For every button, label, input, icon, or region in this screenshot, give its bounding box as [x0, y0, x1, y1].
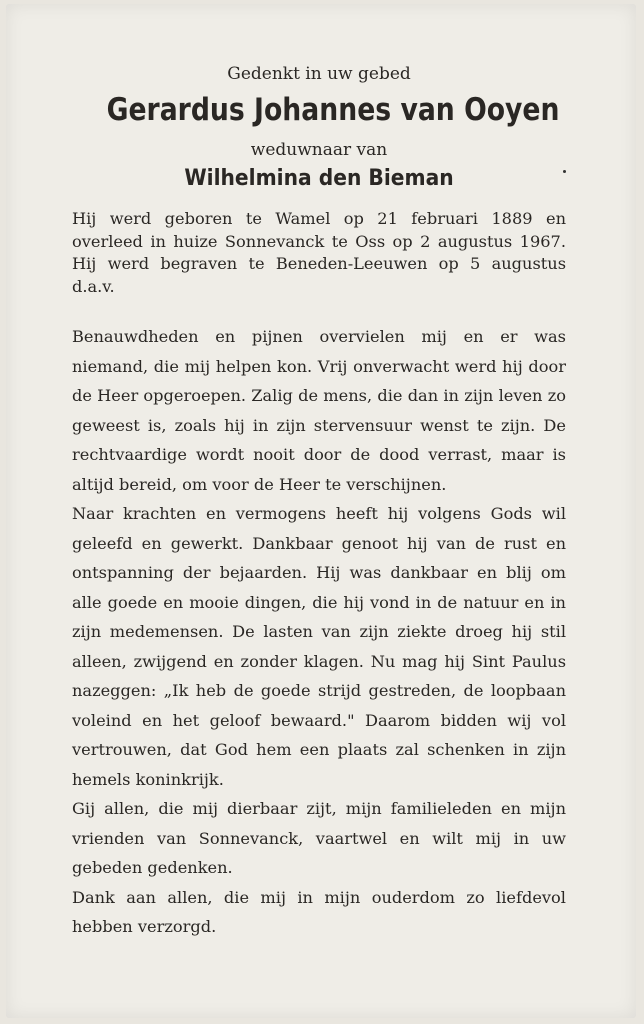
paragraph-2: Naar krachten en vermogens heeft hij volgens Gods wil geleefd en gewerkt. Dankbaar genoot hij van de rust en ontspanning der bejaarden. Hij was dankbaar en blij om alle goede en mooie dingen, die hij vond in de natuur en in zijn medemensen. De lasten van zijn ziekte droeg hij stil alleen, zwijgend en zonder klagen. Nu mag hij Sint Paulus nazeggen: „Ik heb de goede strijd gestreden, de loopbaan voleind en het geloof bewaard." Daarom bidden wij vol vertrouwen, dat God hem een plaats zal schenken in zijn hemels koninkrijk.: [72, 504, 566, 789]
memorial-text: [72, 322, 566, 942]
paragraph-4: Dank aan allen, die mij in mijn ouderdom zo liefdevol hebben verzorgd.: [72, 887, 566, 937]
deceased-name: Gerardus Johannes van Ooyen: [106, 92, 560, 128]
paragraph-3: Gij allen, die mij dierbaar zijt, mijn familieleden en mijn vrienden van Sonnevanck, vaartwel en wilt mij in uw gebeden gedenken.: [72, 799, 566, 878]
spouse-name: Wilhelmina den Bieman: [184, 166, 454, 191]
life-facts: Hij werd geboren te Wamel op 21 februari 1889 en overleed in huize Sonnevanck te Oss op 2 augustus 1967. Hij werd begraven te Beneden-Leeuwen op 5 augustus d.a.v.: [72, 209, 566, 296]
relation-line: weduwnaar van: [250, 140, 388, 160]
card-content: [72, 64, 566, 942]
intro-line: Gedenkt in uw gebed: [227, 64, 411, 84]
paragraph-1: Benauwdheden en pijnen overvielen mij en er was niemand, die mij helpen kon. Vrij onverwacht werd hij door de Heer opgeroepen. Zalig de mens, die dan in zijn leven zo geweest is, zoals hij in zijn stervensuur wenst te zijn. De rechtvaardige wordt nooit door de dood verrast, maar is altijd bereid, om voor de Heer te verschijnen.: [72, 327, 566, 494]
memorial-card: [6, 4, 636, 1018]
